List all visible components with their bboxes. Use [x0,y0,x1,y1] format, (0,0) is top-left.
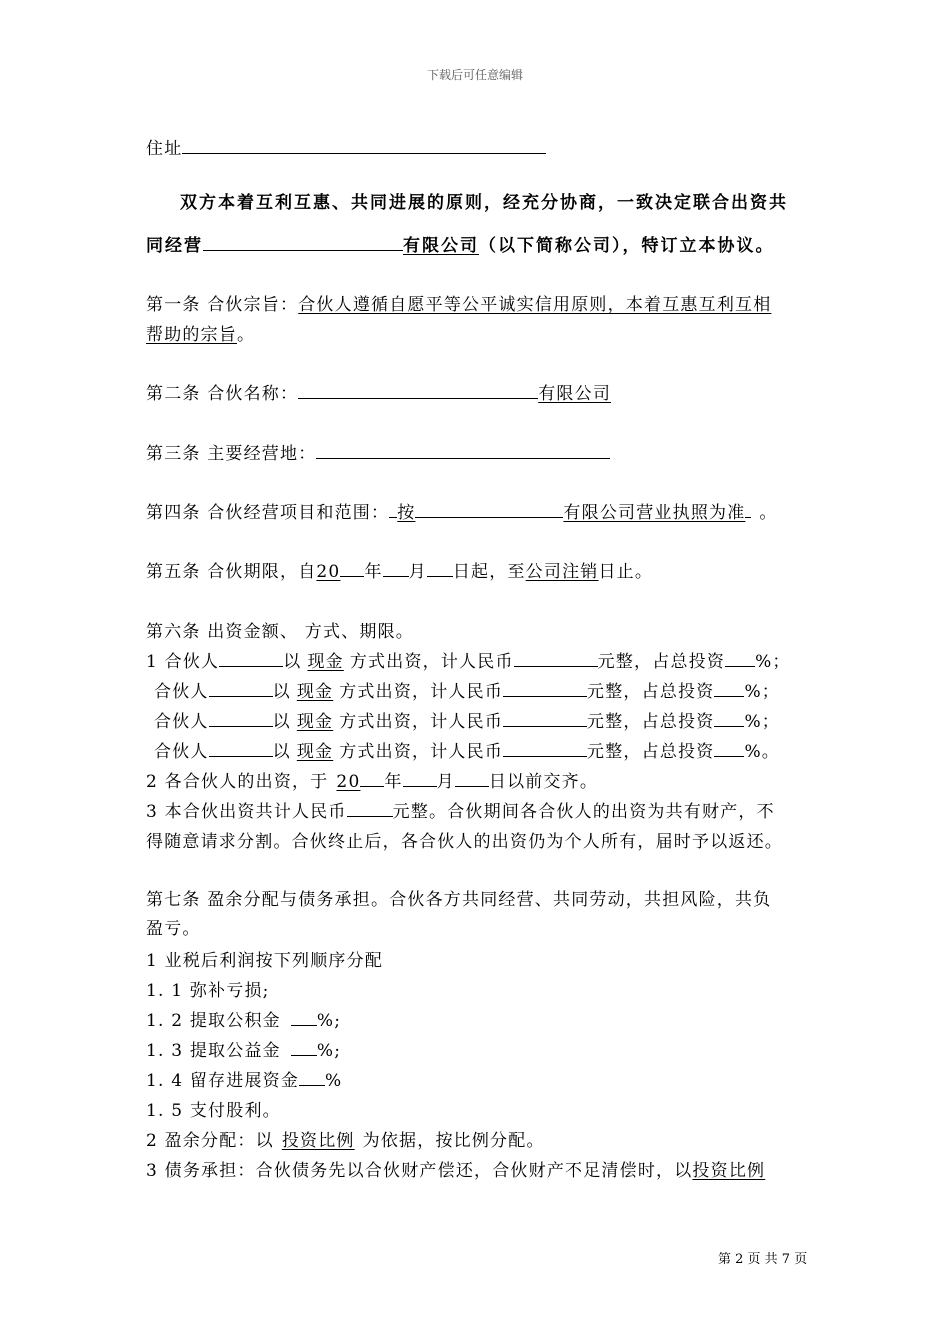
address-blank [182,136,546,154]
article-7-item-1-1: 1. 1 弥补亏损; [146,981,270,1001]
partner-row-1: 1 合伙人 以 现金 方式出资，计人民币 元整，占总投资 %； [146,647,791,672]
article-7-item-2: 2 盈余分配：以 投资比例 为依据，按比例分配。 [146,1131,545,1151]
article-7-item-3: 3 债务承担：合伙债务先以合伙财产偿还，合伙财产不足清偿时，以投资比例 [146,1161,766,1181]
article-2: 第二条 合伙名称： 有限公司 [146,379,611,404]
article-1-line-2: 帮助的宗旨。 [146,325,256,345]
article-7-item-1-3: 1. 3 提取公益金 %; [146,1036,341,1061]
partner-row-2: 合伙人 以 现金 方式出资，计人民币 元整，占总投资 %； [154,677,780,702]
article-7-line-2: 盈亏。 [146,919,201,939]
company-name-blank [203,233,403,251]
article-6-item-3-line-1: 3 本合伙出资共计人民币 元整。合伙期间各合伙人的出资为共有财产，不 [146,797,775,822]
article-1-line-1: 第一条 合伙宗旨：合伙人遵循自愿平等公平诚实信用原则，本着互惠互利互相 [146,295,772,315]
page-footer: 第 2 页 共 7 页 [718,1252,808,1267]
article-3: 第三条 主要经营地： [146,439,610,464]
article-5: 第五条 合伙期限，自20 年 月 日起，至公司注销日止。 [146,557,653,582]
address-label: 住址 [146,139,183,159]
partner-row-4: 合伙人 以 现金 方式出资，计人民币 元整，占总投资 %。 [154,737,780,762]
address-line [146,134,546,159]
intro-line-2: 同经营 有限公司（以下简称公司），特订立本协议。 [146,231,775,256]
page-header: 下载后可任意编辑 [426,68,523,82]
article-6-item-2: 2 各合伙人的出资，于 20 年 月 日以前交齐。 [146,767,598,792]
partner-row-3: 合伙人 以 现金 方式出资，计人民币 元整，占总投资 %； [154,707,780,732]
article-7-item-1: 1 业税后利润按下列顺序分配 [146,951,384,971]
article-4: 第四条 合伙经营项目和范围： 按 有限公司营业执照为准 。 [146,498,778,523]
article-7-item-1-2: 1. 2 提取公积金 %; [146,1006,341,1031]
article-7-item-1-4: 1. 4 留存进展资金 % [146,1066,342,1091]
intro-line-1: 双方本着互利互惠、共同进展的原则，经充分协商，一致决定联合出资共 [180,193,788,213]
article-6-item-3-line-2: 得随意请求分割。合伙终止后，各合伙人的出资仍为个人所有，届时予以返还。 [146,832,783,852]
article-7-item-1-5: 1. 5 支付股利。 [146,1101,281,1121]
article-7-line-1: 第七条 盈余分配与债务承担。合伙各方共同经营、共同劳动，共担风险，共负 [146,890,772,910]
article-6-title: 第六条 出资金额、 方式、期限。 [146,622,415,642]
